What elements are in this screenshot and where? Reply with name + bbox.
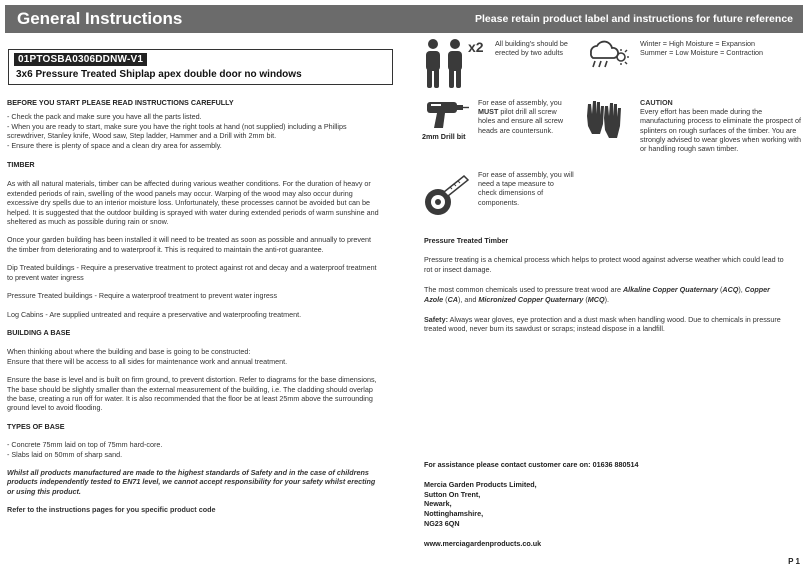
product-label-box xyxy=(8,49,393,85)
product-name: 3x6 Pressure Treated Shiplap apex double door no windows xyxy=(16,69,302,80)
weather-icon xyxy=(585,37,629,71)
website-link[interactable]: www.merciagardenproducts.co.uk xyxy=(424,539,542,549)
chem-ca: Copper Azole xyxy=(424,285,770,304)
retain-notice: Please retain product label and instructions for future reference xyxy=(475,13,793,25)
caution-text: Every effort has been made during the manufacturing process to eliminate the prospect of splinters on rough surfaces of the timber. You are strongly advised to wear gloves when working with or handling rough sawn timber. xyxy=(640,107,802,154)
gloves-icon xyxy=(584,98,624,142)
timber-p2: Once your garden building has been installed it will need to be treated as soon as possible and annually to prevent the timber from deteriorating and to waterproof it. This is required to maintain the anti-rot guarantee. xyxy=(7,235,372,254)
pressure-safety xyxy=(424,315,786,334)
drill-text-2: pilot drill all screw holes and ensure all screw heads are countersunk. xyxy=(478,107,564,135)
product-code: 01PTOSBA0306DDNW-V1 xyxy=(14,53,147,66)
tape-text: For ease of assembly, you will need a tape measure to check dimensions of components. xyxy=(478,170,574,207)
caution-heading: CAUTION xyxy=(640,98,673,107)
contact-block xyxy=(424,460,786,549)
company-address xyxy=(424,480,786,530)
right-column xyxy=(424,236,786,342)
safety-text: Always wear gloves, eye protection and a dust mask when handling wood. Due to chemicals in pressure treated wood, never burn its sawdust or scraps; instead dispose in a landfill. xyxy=(424,315,781,334)
timber-heading: TIMBER xyxy=(7,160,35,170)
chem-and: , and xyxy=(460,294,479,304)
before-heading: BEFORE YOU START PLEASE READ INSTRUCTIONS CAREFULLY xyxy=(7,98,234,107)
address-line: Sutton On Trent, xyxy=(424,489,481,499)
address-line: NG23 6QN xyxy=(424,519,460,529)
refer-note: Refer to the instructions pages for you specific product code xyxy=(7,505,216,515)
base-p2: Ensure the base is level and is built on firm ground, to prevent distortion. Refer to diagrams for the base dimensions, The base should be slightly smaller than the external measurement of the building, i.e. The cladding should overlap the base, creating a run off for water. It is also recommended that the floor be at least 25mm above the surrounding ground level to avoid flooding. xyxy=(7,375,377,413)
timber-p5: Log Cabins - Are supplied untreated and require a preservative and waterproofing treatment. xyxy=(7,309,302,319)
two-people-icon xyxy=(422,38,468,90)
types-heading: TYPES OF BASE xyxy=(7,421,65,431)
header-bar xyxy=(5,5,803,33)
page-number: P 1 xyxy=(788,557,800,566)
chem-mcq: Micronized Copper Quaternary xyxy=(478,294,584,304)
timber-p4: Pressure Treated buildings - Require a waterproof treatment to prevent water ingress xyxy=(7,291,278,301)
pressure-heading: Pressure Treated Timber xyxy=(424,236,509,245)
pressure-p1: Pressure treating is a chemical process which helps to protect wood against adverse weather which could lead to rot or insect damage. xyxy=(424,255,784,274)
assist-line: For assistance please contact customer care on: 01636 880514 xyxy=(424,460,639,469)
tape-measure-icon xyxy=(422,172,470,220)
people-count: x2 xyxy=(468,39,484,55)
chem-acq: Alkaline Copper Quaternary xyxy=(622,285,719,295)
chem-acq-abbr: ACQ xyxy=(722,285,739,295)
address-line: Newark, xyxy=(424,499,452,509)
chem-intro: The most common chemicals used to pressure treat wood are xyxy=(424,285,623,295)
timber-p1: As with all natural materials, timber can be affected during various weather conditions. For the duration of heavy or extended periods of rain, swelling of the wood panels may occur. Warping of the wood may also occur during excessive dry spells due to an interior moisture loss. Unfortunately, these processes cannot be avoided but can be helped. It is suggested that the outdoor building is sprayed with water during extended periods of warm sunshine and sheltered as much as possible during rain or snow. xyxy=(7,179,379,227)
safety-label: Safety: xyxy=(424,315,448,325)
drill-text-must: MUST xyxy=(478,107,499,117)
pressure-chemicals: The most common chemicals used to pressure treat wood are Alkaline Copper Quaternary (ACQ), Copper Azole (CA), and Micronized Copper Quaternary (MCQ). xyxy=(424,285,770,304)
base-p1: When thinking about where the building and base is going to be constructed: Ensure that there will be access to all sides for maintenance work and annual treatment. xyxy=(7,347,288,366)
base-heading: BUILDING A BASE xyxy=(7,327,71,337)
drill-text-1: For ease of assembly, you xyxy=(478,98,562,107)
before-text: - Check the pack and make sure you have all the parts listed. - When you are ready to start, make sure you have the right tools at hand (not supplied) including a Phillips screwdriver, Stanley knife, Wood saw, Step ladder, Hammer and a Drill with 2mm bit. - Ensure there is plenty of space and a clean dry area for assembly. xyxy=(7,112,347,150)
drill-label: 2mm Drill bit xyxy=(422,132,466,141)
address-line: Nottinghamshire, xyxy=(424,509,484,519)
weather-text: Winter = High Moisture = Expansion Summer = Low Moisture = Contraction xyxy=(640,39,764,58)
types-list: - Concrete 75mm laid on top of 75mm hard-core. - Slabs laid on 50mm of sharp sand. xyxy=(7,440,163,459)
timber-p3: Dip Treated buildings - Require a preservative treatment to protect against rot and decay and a waterproof treatment to prevent water ingress xyxy=(7,263,377,282)
caution-block xyxy=(640,98,802,153)
safety-disclaimer: Whilst all products manufactured are made to the highest standards of Safety and in the case of childrens products independently tested to EN71 level, we cannot accept responsibility for your safety whilst erecting or using this product. xyxy=(7,467,376,496)
page-title: General Instructions xyxy=(17,9,183,28)
left-column xyxy=(7,98,382,524)
chem-ca-abbr: CA xyxy=(447,294,458,304)
address-line: Mercia Garden Products Limited, xyxy=(424,479,537,489)
drill-icon xyxy=(425,98,469,130)
drill-text xyxy=(478,98,570,135)
chem-mcq-abbr: MCQ xyxy=(587,294,605,304)
people-text: All building's should be erected by two adults xyxy=(495,39,568,58)
